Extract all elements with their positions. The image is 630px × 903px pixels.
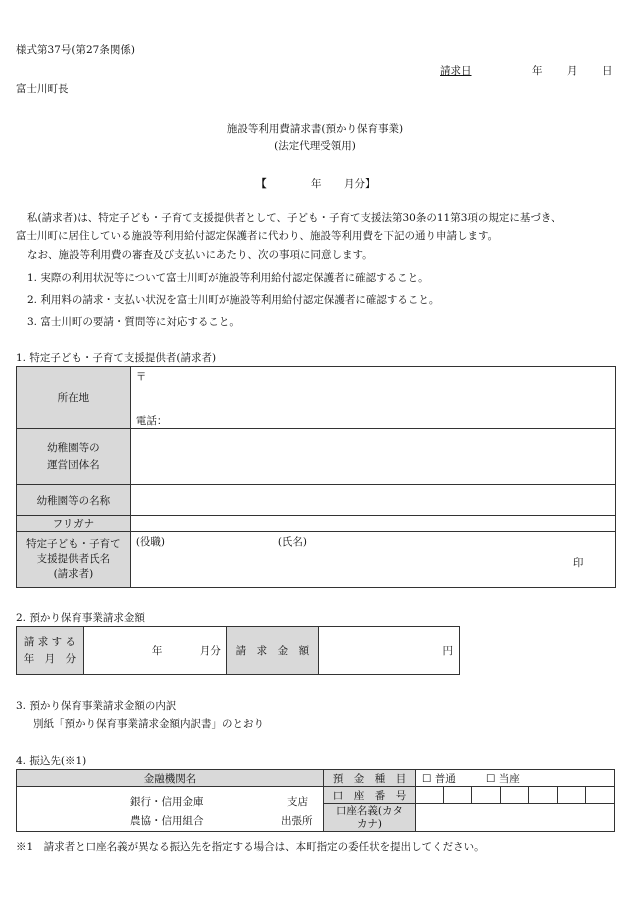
furigana-label: フリガナ xyxy=(17,516,131,532)
amount-field[interactable] xyxy=(319,627,460,675)
section4-heading: 4. 振込先(※1) xyxy=(16,755,87,767)
facility-name-field[interactable] xyxy=(130,485,615,516)
address-field[interactable] xyxy=(130,367,615,429)
position-label: (役職) xyxy=(135,536,166,548)
section3-heading: 3. 預かり保育事業請求金額の内訳 xyxy=(16,700,177,712)
provider-label-line2: 支援提供者氏名 xyxy=(36,553,111,565)
office-label: 出張所 xyxy=(281,815,313,827)
section1-heading: 1. 特定子ども・子育て支援提供者(請求者) xyxy=(16,352,217,364)
period-open: 【 xyxy=(256,178,267,190)
yen-unit: 円 xyxy=(442,645,453,657)
request-date-day: 日 xyxy=(602,65,613,77)
account-digit-6[interactable] xyxy=(558,787,586,804)
request-date xyxy=(440,63,614,78)
account-number-label: 口 座 番 号 xyxy=(324,787,416,804)
billing-month-label xyxy=(17,627,84,675)
account-name-label-line1: 口座名義(カタ xyxy=(335,804,404,817)
paragraph-2: 富士川町に居住している施設等利用給付認定保護者に代わり、施設等利用費を下記の通り申請します。 xyxy=(16,230,499,242)
account-name-field[interactable] xyxy=(416,804,615,832)
operator-field[interactable] xyxy=(130,429,615,485)
billing-month-unit: 月分 xyxy=(199,645,221,657)
account-digit-1[interactable] xyxy=(416,787,444,804)
account-digit-7[interactable] xyxy=(586,787,615,804)
account-digit-4[interactable] xyxy=(501,787,529,804)
billing-month-label-line1: 請 求 す る xyxy=(23,635,76,648)
provider-table xyxy=(16,366,616,588)
addressee: 富士川町長 xyxy=(16,83,69,95)
title-line-2: (法定代理受領用) xyxy=(274,140,356,152)
account-name-label-line2: カナ) xyxy=(356,817,383,830)
account-digit-3[interactable] xyxy=(472,787,501,804)
bank-name-header: 金融機関名 xyxy=(17,770,324,787)
billing-month-field[interactable] xyxy=(83,627,226,675)
account-name-label xyxy=(324,804,416,832)
consent-item-2: 2. 利用料の請求・支払い状況を富士川町が施設等利用給付認定保護者に確認すること。 xyxy=(27,294,440,306)
section3-text: 別紙「預かり保育事業請求金額内訳書」のとおり xyxy=(33,718,264,730)
operator-label-line2: 運営団体名 xyxy=(47,458,100,471)
account-type-label: 預 金 種 目 xyxy=(324,770,416,787)
operator-label xyxy=(17,429,131,485)
ordinary-option[interactable]: ☐ 普通 xyxy=(422,773,456,785)
postal-mark: 〒 xyxy=(135,371,147,383)
amount-table xyxy=(16,626,460,675)
amount-label: 請 求 金 額 xyxy=(226,627,319,675)
paragraph-1: 私(請求者)は、特定子ども・子育て支援提供者として、子ども・子育て支援法第30条の11第3項の規定に基づき、 xyxy=(27,212,562,224)
operator-label-line1: 幼稚園等の xyxy=(47,441,100,454)
form-number: 様式第37号(第27条関係) xyxy=(16,44,135,56)
consent-item-3: 3. 富士川町の要請・質問等に対応すること。 xyxy=(27,316,240,328)
footnote: ※1 請求者と口座名義が異なる振込先を指定する場合は、本町指定の委任状を提出してください。 xyxy=(16,841,485,853)
request-date-month: 月 xyxy=(567,65,578,77)
bank-name-field[interactable] xyxy=(17,787,324,832)
branch-label: 支店 xyxy=(287,796,308,808)
provider-label-line1: 特定子ども・子育て xyxy=(26,538,121,550)
facility-name-label: 幼稚園等の名称 xyxy=(17,485,131,516)
request-date-year: 年 xyxy=(532,65,543,77)
section2-heading: 2. 預かり保育事業請求金額 xyxy=(16,612,145,624)
address-label: 所在地 xyxy=(17,367,131,429)
billing-year-unit: 年 xyxy=(151,645,163,657)
coop-types-label: 農協・信用組合 xyxy=(130,815,204,827)
provider-label-line3: (請求者) xyxy=(53,568,94,580)
furigana-field[interactable] xyxy=(130,516,615,532)
consent-item-1: 1. 実際の利用状況等について富士川町が施設等利用給付認定保護者に確認すること。 xyxy=(27,272,429,284)
phone-label: 電話： xyxy=(135,415,168,427)
account-type-options xyxy=(416,770,615,787)
period-year: 年 xyxy=(311,178,322,190)
bank-types-label: 銀行・信用金庫 xyxy=(130,796,204,808)
account-digit-2[interactable] xyxy=(444,787,472,804)
name-label: (氏名) xyxy=(277,536,308,548)
title-line-1: 施設等利用費請求書(預かり保育事業) xyxy=(226,123,404,135)
request-date-label: 請求日 xyxy=(440,65,472,77)
current-option[interactable]: ☐ 当座 xyxy=(486,773,520,785)
bank-table xyxy=(16,769,615,832)
paragraph-3: なお、施設等利用費の審査及び支払いにあたり、次の事項に同意します。 xyxy=(27,249,373,261)
provider-name-label xyxy=(17,532,131,588)
billing-month-label-line2: 年 月 分 xyxy=(23,652,77,665)
period-month: 月分】 xyxy=(344,178,376,190)
provider-name-field[interactable] xyxy=(130,532,615,588)
account-digit-5[interactable] xyxy=(529,787,558,804)
seal-mark: 印 xyxy=(572,557,584,569)
